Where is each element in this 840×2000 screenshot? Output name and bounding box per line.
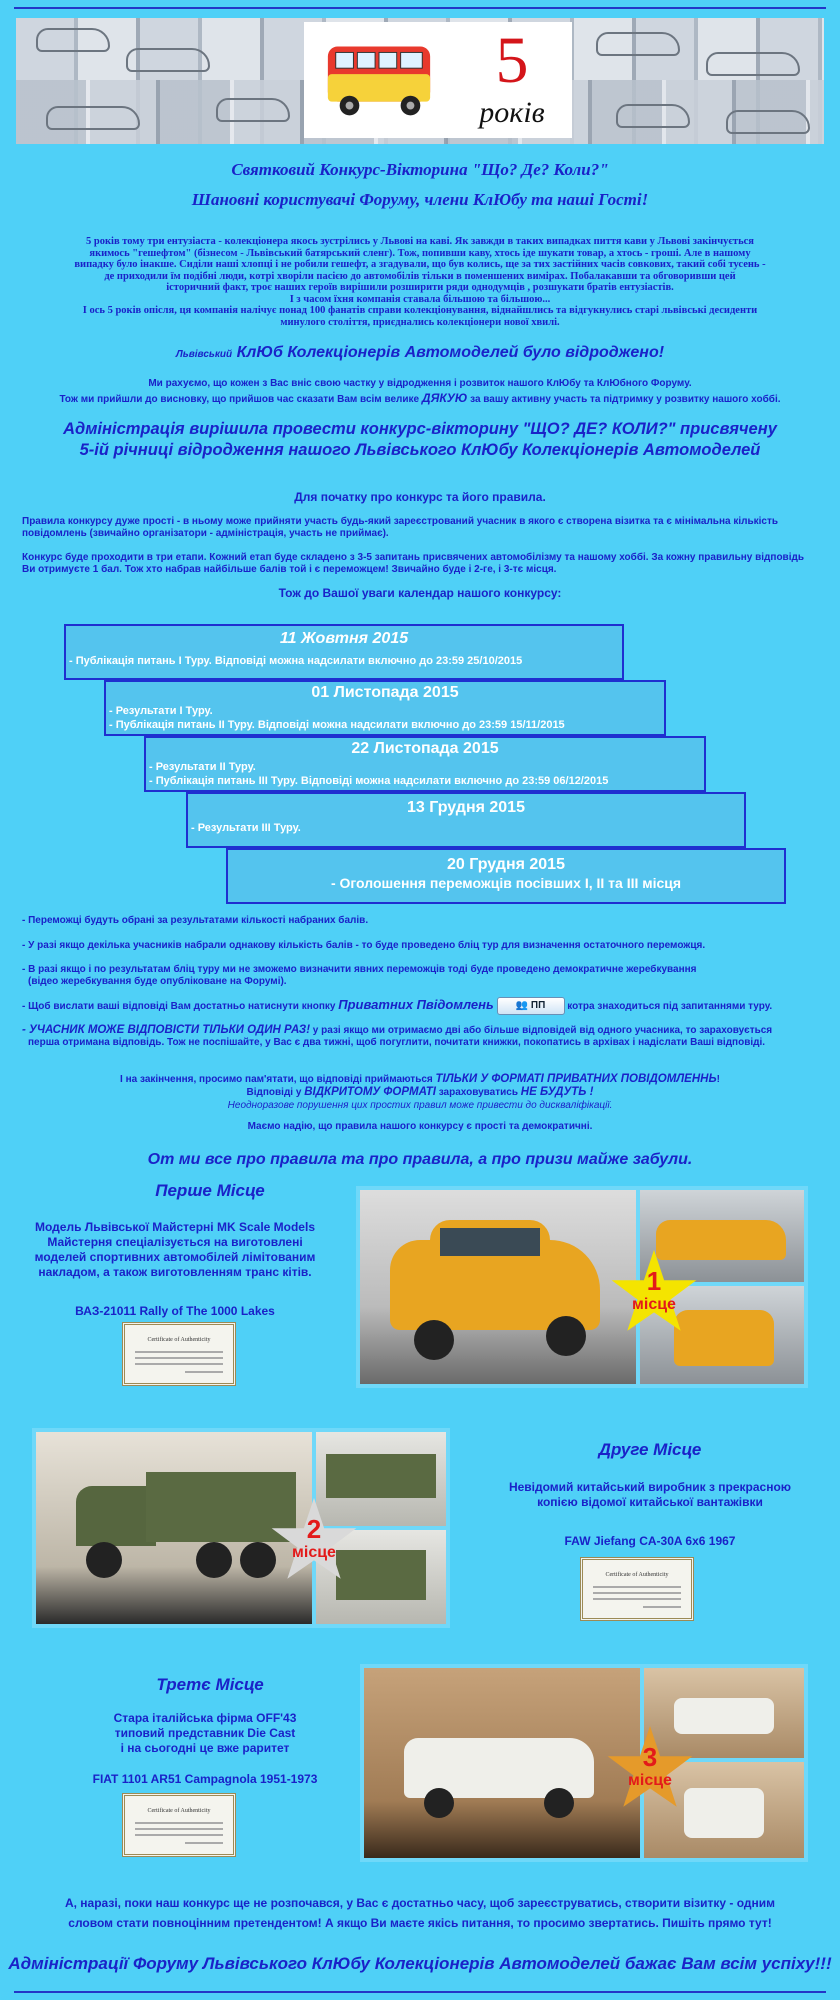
- prize-2-model: FAW Jiefang CA-30A 6x6 1967: [564, 1534, 736, 1548]
- club-revived-heading: Львівський КлЮб Колекціонерів Автомоделей було відроджено!: [175, 344, 665, 361]
- prize-3-certificate: Certificate of Authenticity: [122, 1793, 236, 1857]
- prizes-heading: От ми все про правила та про правила, а про призи майже забули.: [147, 1151, 693, 1168]
- prize-3-photo-frame: [360, 1664, 808, 1862]
- thanks-paragraph: Ми рахуємо, що кожен з Вас вніс свою частку у відродження і розвиток нашого КлЮбу та КлЮбного Форуму. Тож ми прийшли до висновку, що прийшов час сказати Вам всім велике ДЯКУЮ за вашу активну участь та підтримку у розвитку нашого хоббі.: [59, 378, 781, 405]
- admin-decision-heading: Адміністрація вирішила провести конкурс-вікторину "ЩО? ДЕ? КОЛИ?" присвячену 5-ій річниці відродження нашого Львівського КлЮбу Колекціонерів Автомоделей: [63, 420, 777, 459]
- prize-1-description: Модель Львівської Майстерні MK Scale Models Майстерня спеціалізується на виготовлені моделей спортивних автомобілей лімітованим накладом, а також виготовленням транс кітів.: [34, 1220, 316, 1279]
- top-divider: [14, 7, 826, 9]
- anniversary-word: років: [479, 96, 545, 129]
- note-5: - УЧАСНИК МОЖЕ ВІДПОВІСТИ ТІЛЬКИ ОДИН РАЗ! у разі якщо ми отримаємо дві або більше відповідей від одного учасника, то зараховується перша отримана відповідь. Тож не поспішайте, у Вас є два тижні, щоб погуглити, почитати книжки, покопатись в архівах і надіслати Ваші відповіді.: [22, 1024, 773, 1048]
- outro-paragraph: А, наразі, поки наш конкурс ще не розпочався, у Вас є достатньо часу, щоб зареєструватись, створити візитку - одним словом стати повноцінним претендентом! А якщо Ви маєте якісь питання, то просимо звертатись. Пишіть прямо тут!: [64, 1896, 776, 1930]
- prize-3-photo-main: [364, 1668, 640, 1858]
- calendar-step-4: 13 Грудня 2015 - Результати ІІІ Туру.: [186, 792, 746, 848]
- prize-1-certificate: Certificate of Authenticity: [122, 1322, 236, 1386]
- prize-2-photo-frame: [32, 1428, 450, 1628]
- greeting-title: Шановні користувачі Форуму, члени КлЮбу та наші Гості!: [191, 190, 649, 209]
- calendar-step-1: 11 Жовтня 2015 - Публікація питань І Туру. Відповіді можна надсилати включно до 23:59 25/10/2015: [64, 624, 624, 680]
- note-1: - Переможці будуть обрані за результатами кількості набраних балів.: [22, 915, 369, 926]
- prize-3-description: Стара італійська фірма OFF'43 типовий представник Die Cast і на сьогодні це вже раритет: [113, 1711, 297, 1755]
- anniversary-number: 5: [495, 24, 529, 97]
- rules-paragraph-2: Конкурс буде проходити в три етапи. Кожний етап буде складено з 3-5 запитань присвячених автомобілізму та нашому хоббі. За кожну правильну відповідь Ви отримуєте 1 бал. Тож хто набрав найбільше балів той і є переможцем! Звичайно буде і 2-ге, і 3-тє місця.: [22, 552, 804, 575]
- users-icon: 👥: [515, 1000, 529, 1012]
- prize-1-place-badge: 1 місце: [608, 1248, 700, 1340]
- final-wishes: Адміністрації Форуму Львівського КлЮбу Колекціонерів Автомоделей бажає Вам всім успіху!!!: [8, 1954, 832, 1973]
- anniversary-banner: [16, 18, 824, 144]
- prize-2-heading: Друге Місце: [598, 1440, 702, 1459]
- prize-3-heading: Третє Місце: [156, 1675, 264, 1694]
- prize-3-place-badge: 3 місце: [604, 1724, 696, 1816]
- note-4: - Щоб вислати ваші відповіді Вам достатньо натиснути кнопку Приватних Пвідомлень 👥 ПП котра знаходиться під запитаннями туру.: [22, 996, 818, 1016]
- prize-3-model: FIAT 1101 AR51 Campagnola 1951-1973: [92, 1772, 318, 1786]
- private-message-button[interactable]: 👥 ПП: [497, 997, 565, 1015]
- calendar-step-5: 20 Грудня 2015 - Оголошення переможців посівших І, ІІ та ІІІ місця: [226, 848, 786, 904]
- note-3: - В разі якщо і по результатам бліц туру ми не зможемо визначити явних переможців тоді буде проведено демократичне жеребкування (відео жеребкування буде опубліковане на Форумі).: [22, 964, 697, 987]
- rules-heading: Для початку про конкурс та його правила.: [294, 490, 546, 504]
- prize-1-photo-main: [360, 1190, 636, 1384]
- prize-1-photo-frame: [356, 1186, 808, 1388]
- prize-2-certificate: Certificate of Authenticity: [580, 1557, 694, 1621]
- banner-logo-panel: [304, 22, 572, 138]
- calendar-step-3: 22 Листопада 2015 - Результати ІІ Туру. - Публікація питань ІІІ Туру. Відповіді можна надсилати включно до 23:59 06/12/2015: [144, 736, 706, 792]
- rules-paragraph-1: Правила конкурсу дуже прості - в ньому може прийняти участь будь-який зареєстрований учасник в якого є створена візитка та є мінімальна кількість повідомлень (звичайно організатори - адміністрація, участь не приймає).: [22, 516, 779, 539]
- calendar-step-2: 01 Листопада 2015 - Результати І Туру. - Публікація питань ІІ Туру. Відповіді можна надсилати включно до 23:59 15/11/2015: [104, 680, 666, 736]
- calendar-heading: Тож до Вашої уваги календар нашого конкурсу:: [278, 586, 562, 600]
- prize-2-description: Невідомий китайський виробник з прекрасною копією відомої китайської вантажівки: [508, 1480, 792, 1509]
- page-title: Святковий Конкурс-Вікторина "Що? Де? Коли?": [231, 160, 609, 179]
- intro-paragraph: 5 років тому три ентузіаста - колекціонера якось зустрілись у Львові на каві. Як завжди в таких випадках пиття кави у Львові закінчується якимось "гешефтом" (бізнесом - Львівський батярський сленг). Тож, попивши каву, хтось іде шукати товар, а хтось - гроші. Але в нашому випадку було інакше. Сиділи наші хлопці і не робили гешефт, а згадували, що був колись, ще за тих застійних часів совкових, такий собі тусень - де приходили їм подібні люди, котрі хворіли пасією до автомобілів тільки в поменшених вимірах. Побалакавши та обговоривши цей історичний факт, троє наших героїв вирішили розширити ряди однодумців , розшукати братів ентузіастів. І з часом їхня компанія ставала більшою та більшою... І ось 5 років опісля, ця компанія налічує понад 100 фанатів справи колекціонування, віднайшлись та відгукнулись старі львівські десиденти минулого століття, приєднались колекціонери нової хвилі.: [74, 236, 766, 328]
- bottom-divider: [14, 1991, 826, 1993]
- club-bus-logo-icon: [320, 34, 438, 124]
- prize-2-place-badge: 2 місце: [268, 1496, 360, 1588]
- closing-paragraph: І на закінчення, просимо пам'ятати, що відповіді приймаються ТІЛЬКИ У ФОРМАТІ ПРИВАТНИХ ПОВІДОМЛЕННЬ! Відповіді у ВІДКРИТОМУ ФОРМАТІ зараховуватись НЕ БУДУТЬ ! Неодноразове порушення цих простих правил може привести до дискваліфікації. Маємо надію, що правила нашого конкурсу є прості та демократичні.: [120, 1073, 720, 1132]
- note-2: - У разі якщо декілька учасників набрали однакову кількість балів - то буде проведено бліц тур для визначення остаточного переможця.: [22, 940, 706, 951]
- prize-1-model: ВАЗ-21011 Rally of The 1000 Lakes: [75, 1304, 275, 1318]
- prize-1-heading: Перше Місце: [155, 1181, 265, 1200]
